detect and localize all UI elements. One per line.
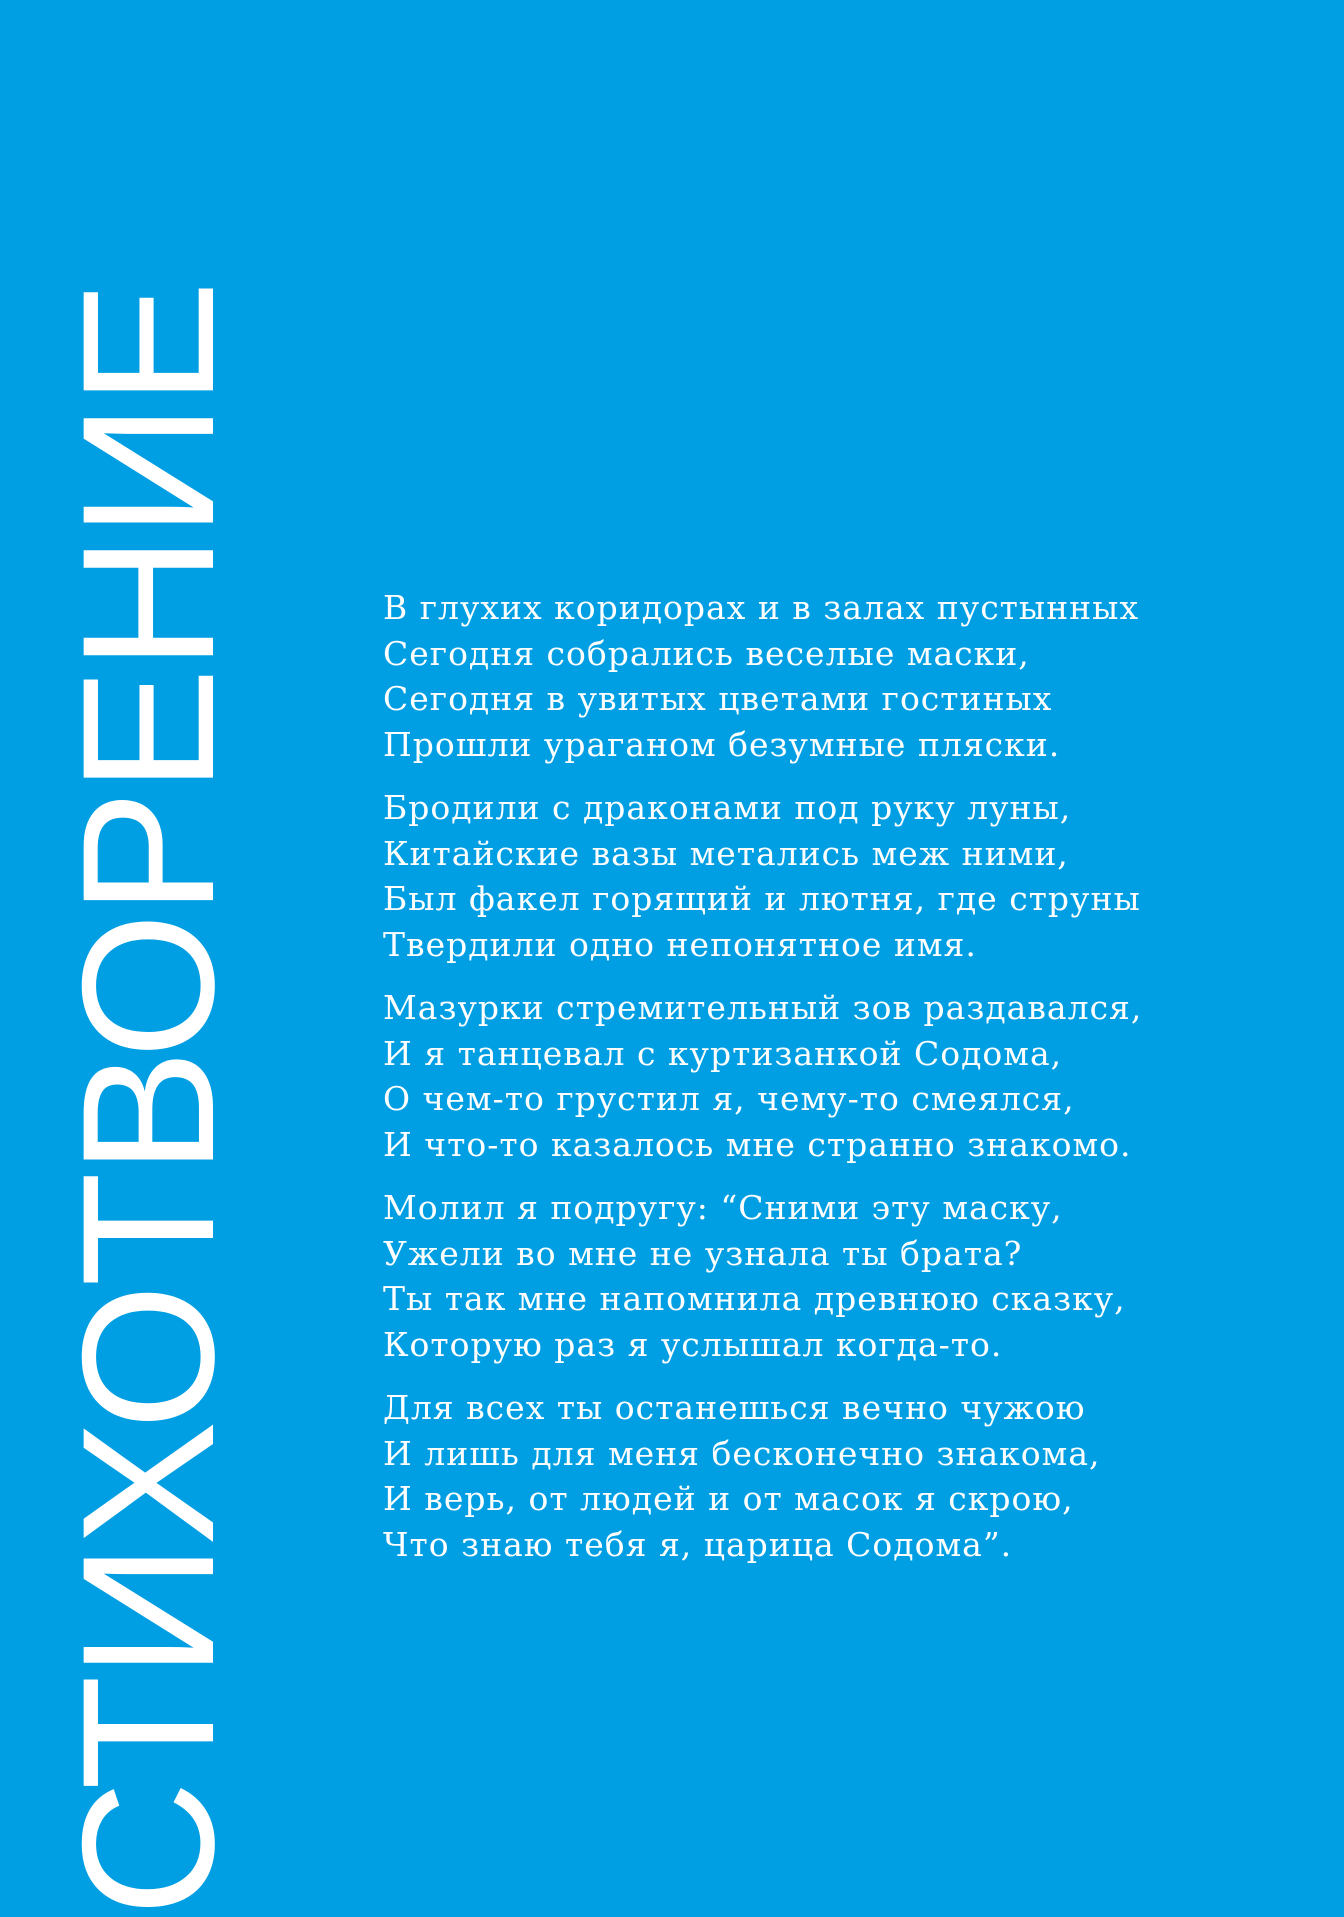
poem-line: Сегодня собрались веселые маски,: [383, 633, 1030, 673]
poem-line: И верь, от людей и от масок я скрою,: [383, 1479, 1074, 1518]
stanza-3: [383, 985, 1283, 1167]
poem-line: Бродили с драконами под руку луны,: [383, 788, 1072, 827]
poem-line: Молил я подругу: “Сними эту маску,: [383, 1188, 1063, 1227]
poem-line: И лишь для меня бесконечно знакома,: [383, 1433, 1101, 1473]
poem-line: И что-то казалось мне странно знакомо.: [383, 1124, 1132, 1164]
poem-line: Что знаю тебя я, царица Содома”.: [383, 1524, 1013, 1564]
poem-line: Прошли ураганом безумные пляски.: [383, 724, 1061, 764]
poem-line: Ужели во мне не узнала ты брата?: [383, 1233, 1023, 1273]
poem-line: Ты так мне напомнила древнюю сказку,: [383, 1279, 1126, 1318]
stanza-4: [383, 1185, 1283, 1367]
poem-line: В глухих коридорах и в залах пустынных: [383, 588, 1140, 627]
page-title: СТИХОТВОРЕНИЕ: [43, 283, 253, 1917]
poem-line: Твердили одно непонятное имя.: [383, 924, 977, 964]
poem-line: Китайские вазы метались меж ними,: [383, 833, 1069, 873]
poem-line: О чем-то грустил я, чему-то смеялся,: [383, 1079, 1075, 1118]
poem-line: Был факел горящий и лютня, где струны: [383, 879, 1141, 918]
poem-line: Мазурки стремительный зов раздавался,: [383, 988, 1143, 1027]
poem-line: Которую раз я услышал когда-то.: [383, 1324, 1003, 1364]
stanza-2: [383, 785, 1283, 967]
stanza-5: [383, 1385, 1283, 1567]
stanza-1: [383, 585, 1283, 767]
poem-line: Для всех ты останешься вечно чужою: [383, 1388, 1086, 1427]
poem-line: И я танцевал с куртизанкой Содома,: [383, 1033, 1063, 1073]
poem-line: Сегодня в увитых цветами гостиных: [383, 679, 1053, 718]
poem-body: [383, 585, 1283, 1585]
